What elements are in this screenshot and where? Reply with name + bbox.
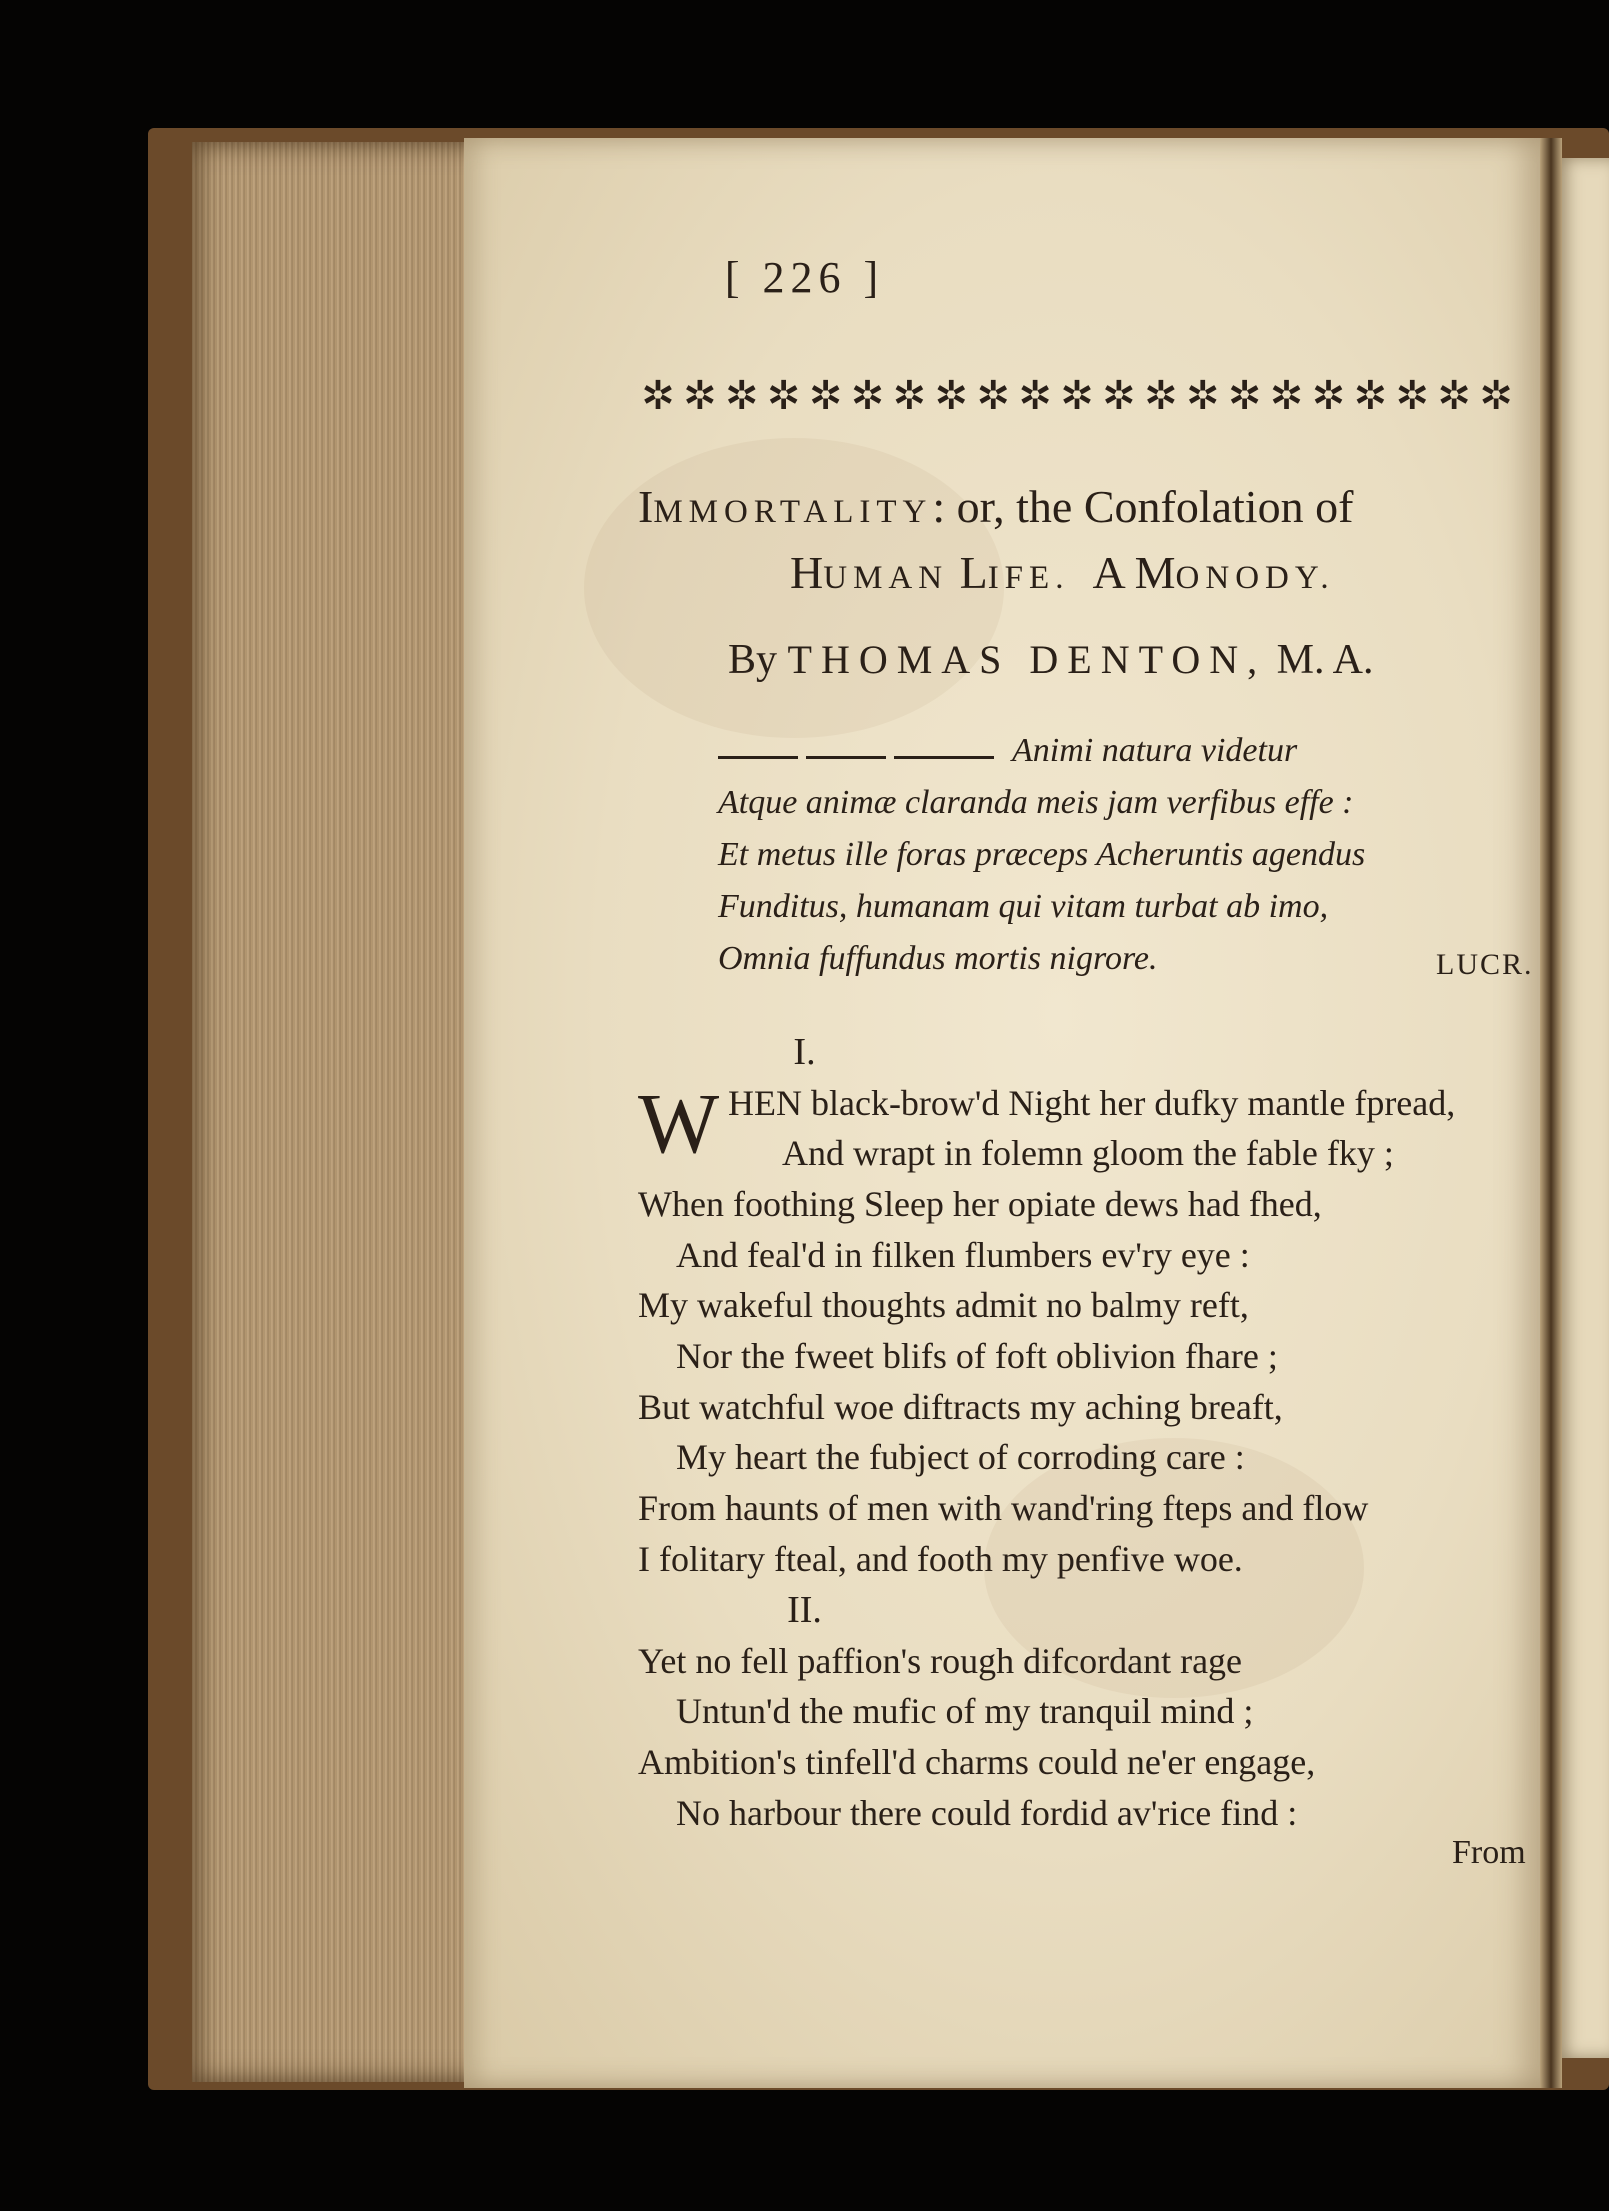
poem-line: And feal'd in filken flumbers ev'ry eye : — [676, 1235, 1250, 1275]
poem-line: My wakeful thoughts admit no balmy reft, — [638, 1285, 1249, 1325]
ornament-glyph: ✲ — [1269, 373, 1304, 419]
catchword: From — [1452, 1834, 1526, 1871]
ornament-glyph: ✲ — [892, 373, 927, 419]
title-small-caps: MMORTALITY — [653, 494, 933, 530]
ornament-glyph: ✲ — [1060, 373, 1094, 419]
ornament-glyph: ✲ — [1185, 373, 1220, 419]
ornament-glyph: ✲ — [1102, 373, 1136, 419]
epigraph-line: Funditus, humanam qui vitam turbat ab imo, — [718, 888, 1329, 925]
stanza-numeral: II. — [787, 1589, 822, 1631]
epigraph-line: Et metus ille foras præceps Acheruntis agendus — [718, 836, 1366, 873]
title-word: A — [1092, 547, 1124, 598]
title-initial: M — [1134, 547, 1176, 598]
ornament-glyph: ✲ — [1311, 373, 1346, 419]
ornament-glyph: ✲ — [1479, 373, 1513, 419]
title-initial: L — [959, 547, 988, 598]
poem-line: My heart the fubject of corroding care : — [676, 1437, 1245, 1477]
poem-line: And wrapt in folemn gloom the fable fky ; — [782, 1133, 1394, 1173]
epigraph-line: Omnia fuffundus mortis nigrore. — [718, 940, 1158, 977]
epigraph-source: LUCR. — [1436, 948, 1534, 981]
epigraph-rule — [806, 756, 886, 759]
poem-line: HEN black-brow'd Night her dufky mantle fpread, — [728, 1083, 1456, 1123]
poem-line: No harbour there could fordid av'rice find : — [676, 1793, 1298, 1833]
ornament-glyph: ✲ — [1395, 373, 1430, 419]
author-degree: M. A. — [1276, 637, 1374, 683]
stanza-numeral: I. — [793, 1031, 816, 1073]
epigraph-rule — [894, 756, 994, 759]
author-name: THOMAS DENTON, — [787, 637, 1267, 682]
poem-line: Yet no fell paffion's rough difcordant rage — [638, 1641, 1243, 1681]
author-line — [728, 636, 1373, 684]
epigraph-line: Atque animæ claranda meis jam verfibus effe : — [718, 784, 1354, 821]
drop-cap: W — [638, 1075, 720, 1171]
title-text: : or, the Confolation of — [932, 481, 1354, 532]
title-initial: H — [790, 547, 824, 598]
poem-line: From haunts of men with wand'ring fteps and flow — [638, 1488, 1369, 1528]
ornament-glyph: ✲ — [1227, 373, 1262, 419]
ornament-glyph: ✲ — [808, 373, 843, 419]
ornament-glyph: ✲ — [1018, 373, 1052, 419]
poem-line: Ambition's tinfell'd charms could ne'er engage, — [638, 1742, 1316, 1782]
title-small-caps: ONODY. — [1175, 560, 1335, 596]
ornament-glyph: ✲ — [641, 373, 675, 419]
ornament-glyph: ✲ — [1353, 373, 1388, 419]
ornament-glyph: ✲ — [725, 373, 759, 419]
author-prefix: By — [728, 637, 778, 683]
title-line-2 — [790, 546, 1335, 599]
facing-page-edge — [1556, 158, 1609, 2058]
poem-line: Untun'd the mufic of my tranquil mind ; — [676, 1691, 1254, 1731]
ornament-glyph: ✲ — [683, 373, 717, 419]
poem-line: When foothing Sleep her opiate dews had fhed, — [638, 1184, 1322, 1224]
ornament-glyph: ✲ — [1437, 373, 1471, 419]
epigraph-rule — [718, 756, 798, 759]
ornament-glyph: ✲ — [1144, 373, 1178, 419]
ornament-glyph: ✲ — [850, 373, 885, 419]
page-number: [ 226 ] — [724, 253, 885, 302]
poem-line: I folitary fteal, and footh my penfive woe. — [638, 1539, 1243, 1579]
ornament-border — [638, 372, 1516, 420]
title-line-1 — [638, 480, 1353, 533]
book-gutter — [1540, 138, 1562, 2088]
poem-line: Nor the fweet blifs of foft oblivion fhare ; — [676, 1336, 1278, 1376]
title-initial: I — [638, 481, 654, 532]
title-small-caps: IFE. — [987, 560, 1070, 596]
title-small-caps: UMAN — [823, 560, 949, 596]
ornament-glyph: ✲ — [976, 373, 1010, 419]
ornament-glyph: ✲ — [934, 373, 969, 419]
poem-line: But watchful woe diftracts my aching breaft, — [638, 1387, 1283, 1427]
epigraph-line: Animi natura videtur — [1012, 732, 1298, 769]
ornament-glyph: ✲ — [766, 373, 801, 419]
